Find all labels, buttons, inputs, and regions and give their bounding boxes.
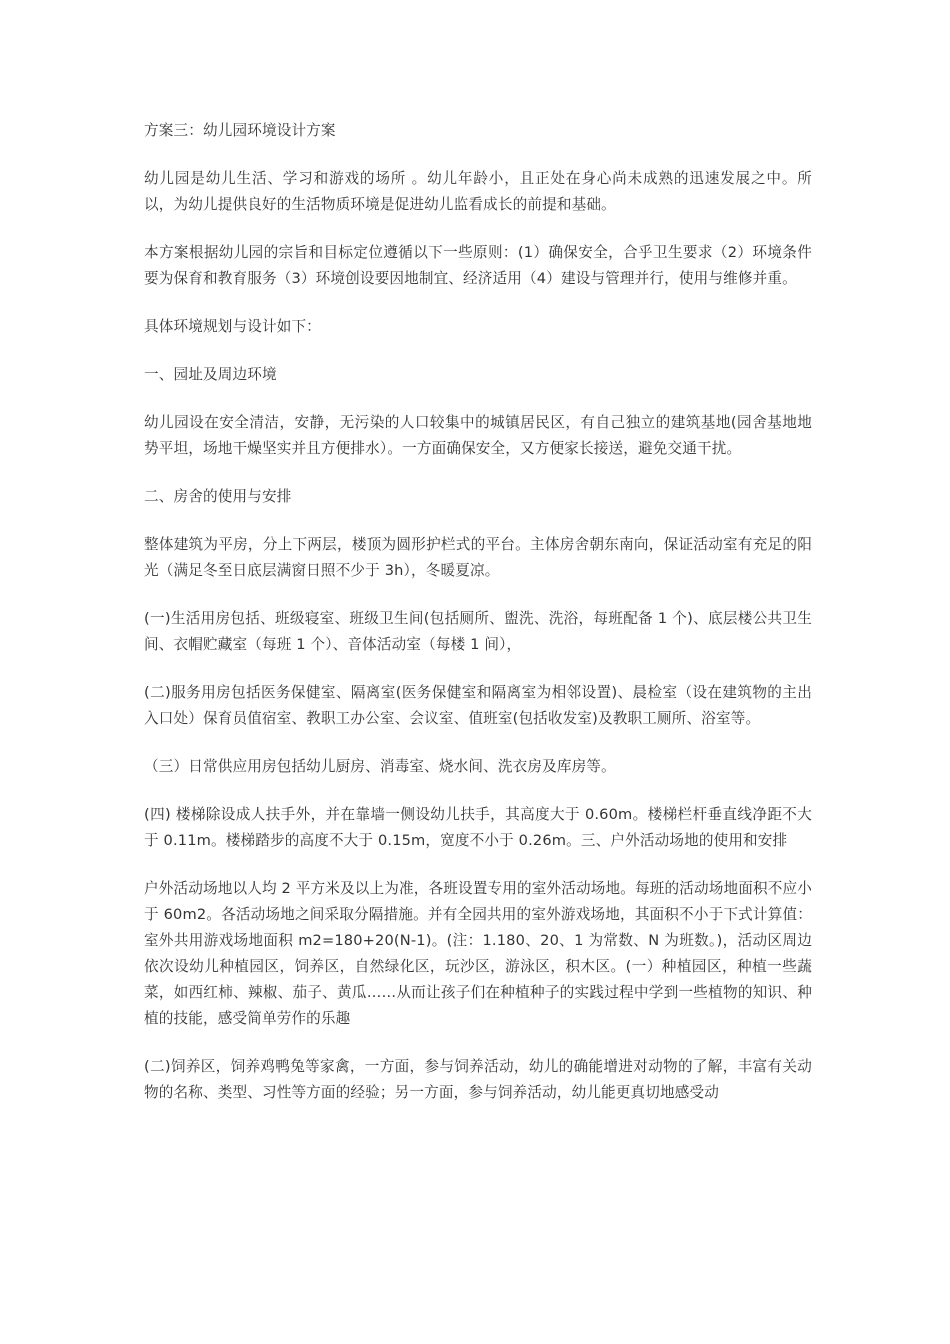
paragraph-outdoor: 户外活动场地以人均 2 平方米及以上为准，各班设置专用的室外活动场地。每班的活动场地面积不应小于 60m2。各活动场地之间采取分隔措施。并有全园共用的室外游戏场地，其面积不小于下式计算值：室外共用游戏场地面积 m2=180+20(N-1)。(注：1.180、20、1 为常数、N 为班数。)，活动区周边依次设幼儿种植园区，饲养区，自然绿化区，玩沙区，游泳区，积木区。(一）种植园区，种植一些蔬菜，如西红柿、辣椒、茄子、黄瓜……从而让孩子们在种植种子的实践过程中学到一些植物的知识、种植的技能，感受简单劳作的乐趣 bbox=[144, 880, 812, 1027]
paragraph-animal-area: (二)饲养区，饲养鸡鸭兔等家禽，一方面，参与饲养活动，幼儿的确能增进对动物的了解，丰富有关动物的名称、类型、习性等方面的经验；另一方面，参与饲养活动，幼儿能更真切地感受动 bbox=[144, 1058, 812, 1101]
paragraph-site: 幼儿园设在安全清洁，安静，无污染的人口较集中的城镇居民区，有自己独立的建筑基地(园舍基地地势平坦，场地干燥坚实并且方便排水）。一方面确保安全，又方便家长接送，避免交通干扰。 bbox=[144, 414, 812, 457]
paragraph-plan-lead: 具体环境规划与设计如下： bbox=[144, 318, 321, 335]
paragraph-principles: 本方案根据幼儿园的宗旨和目标定位遵循以下一些原则：(1）确保安全，合乎卫生要求（2）环境条件要为保育和教育服务（3）环境创设要因地制宜、经济适用（4）建设与管理并行，使用与维修并重。 bbox=[144, 244, 812, 287]
paragraph-service-rooms: (二)服务用房包括医务保健室、隔离室(医务保健室和隔离室为相邻设置)、晨检室（设在建筑物的主出入口处）保育员值宿室、教职工办公室、会议室、值班室(包括收发室)及教职工厕所、浴室等。 bbox=[144, 684, 812, 727]
paragraph-stairs: (四) 楼梯除设成人扶手外，并在靠墙一侧设幼儿扶手，其高度大于 0.60m。楼梯栏杆垂直线净距不大于 0.11m。楼梯踏步的高度不大于 0.15m，宽度不小于 0.26m。三、户外活动场地的使用和安排 bbox=[144, 806, 812, 849]
document-title: 方案三：幼儿园环境设计方案 bbox=[144, 122, 336, 139]
paragraph-buildings: 整体建筑为平房，分上下两层，楼顶为圆形护栏式的平台。主体房舍朝东南向，保证活动室有充足的阳光（满足冬至日底层满窗日照不少于 3h），冬暖夏凉。 bbox=[144, 536, 812, 579]
paragraph-supply-rooms: （三）日常供应用房包括幼儿厨房、消毒室、烧水间、洗衣房及库房等。 bbox=[144, 758, 616, 775]
section-heading-buildings: 二、房舍的使用与安排 bbox=[144, 488, 292, 505]
document-page bbox=[144, 118, 812, 1128]
section-heading-site: 一、园址及周边环境 bbox=[144, 366, 277, 383]
paragraph-intro: 幼儿园是幼儿生活、学习和游戏的场所 。幼儿年龄小，且正处在身心尚未成熟的迅速发展之中。所以，为幼儿提供良好的生活物质环境是促进幼儿监看成长的前提和基础。 bbox=[144, 170, 812, 213]
paragraph-living-rooms: (一)生活用房包括、班级寝室、班级卫生间(包括厕所、盥洗、洗浴，每班配备 1 个)、底层楼公共卫生间、衣帽贮藏室（每班 1 个）、音体活动室（每楼 1 间）， bbox=[144, 610, 812, 653]
